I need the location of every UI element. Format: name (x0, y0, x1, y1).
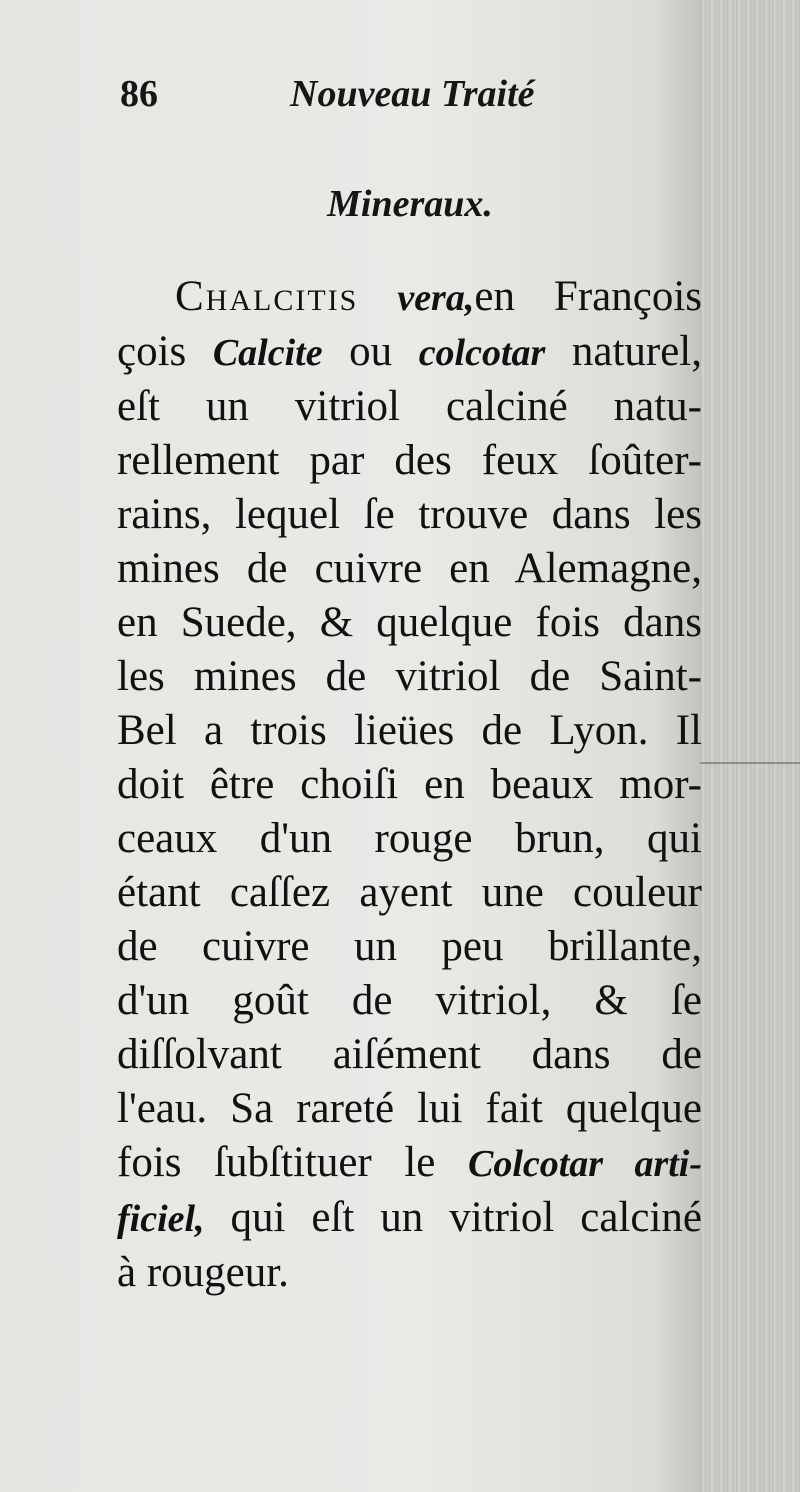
text-line (117, 1136, 702, 1191)
text-line: à rougeur. (117, 1249, 289, 1296)
text-line: diſſolvant aiſément dans de (117, 1031, 702, 1078)
text-line: en Suede, & quelque fois dans (117, 599, 702, 646)
italic-term: ficiel, (117, 1198, 205, 1240)
page-number: 86 (120, 73, 158, 115)
text-run: ou (349, 328, 393, 375)
text-run: en François (474, 273, 703, 320)
text-line: d'un goût de vitriol, & ſe (117, 977, 702, 1024)
body-paragraph (117, 270, 702, 1300)
page-edge-stack (700, 0, 800, 1492)
text-line: doit être choiſi en beaux mor- (117, 761, 702, 808)
text-run: çois (117, 328, 187, 375)
italic-term: Calcite (212, 332, 323, 374)
text-line: ceaux d'un rouge brun, qui (117, 815, 702, 862)
text-run: fois ſubſtituer le (117, 1139, 436, 1186)
running-head: Nouveau Traité (290, 73, 535, 115)
text-line (117, 325, 702, 380)
text-line: l'eau. Sa rareté lui fait quelque (117, 1085, 702, 1132)
text-line (117, 1191, 702, 1246)
text-line: eſt un vitriol calciné natu- (117, 383, 702, 430)
text-line: les mines de vitriol de Saint- (117, 653, 702, 700)
text-run: qui eſt un vitriol calciné (230, 1194, 702, 1241)
text-line: étant caſſez ayent une couleur (117, 869, 702, 916)
text-line: rellement par des feux ſoûter- (117, 437, 702, 484)
italic-term: colcotar (418, 332, 546, 374)
text-line: de cuivre un peu brillante, (117, 923, 702, 970)
text-line: mines de cuivre en Alemagne, (117, 545, 702, 592)
headword: Chalcitis (175, 273, 359, 320)
page-edge-crease (700, 762, 800, 764)
text-run: naturel, (571, 328, 703, 375)
text-line: rains, lequel ſe trouve dans les (117, 491, 702, 538)
text-line: Bel a trois lieües de Lyon. Il (117, 707, 702, 754)
text-line (117, 270, 702, 325)
section-title: Mineraux. (327, 183, 493, 225)
italic-term: vera, (397, 277, 475, 319)
italic-term: Colcotar arti- (467, 1143, 703, 1185)
page-header (120, 72, 600, 128)
